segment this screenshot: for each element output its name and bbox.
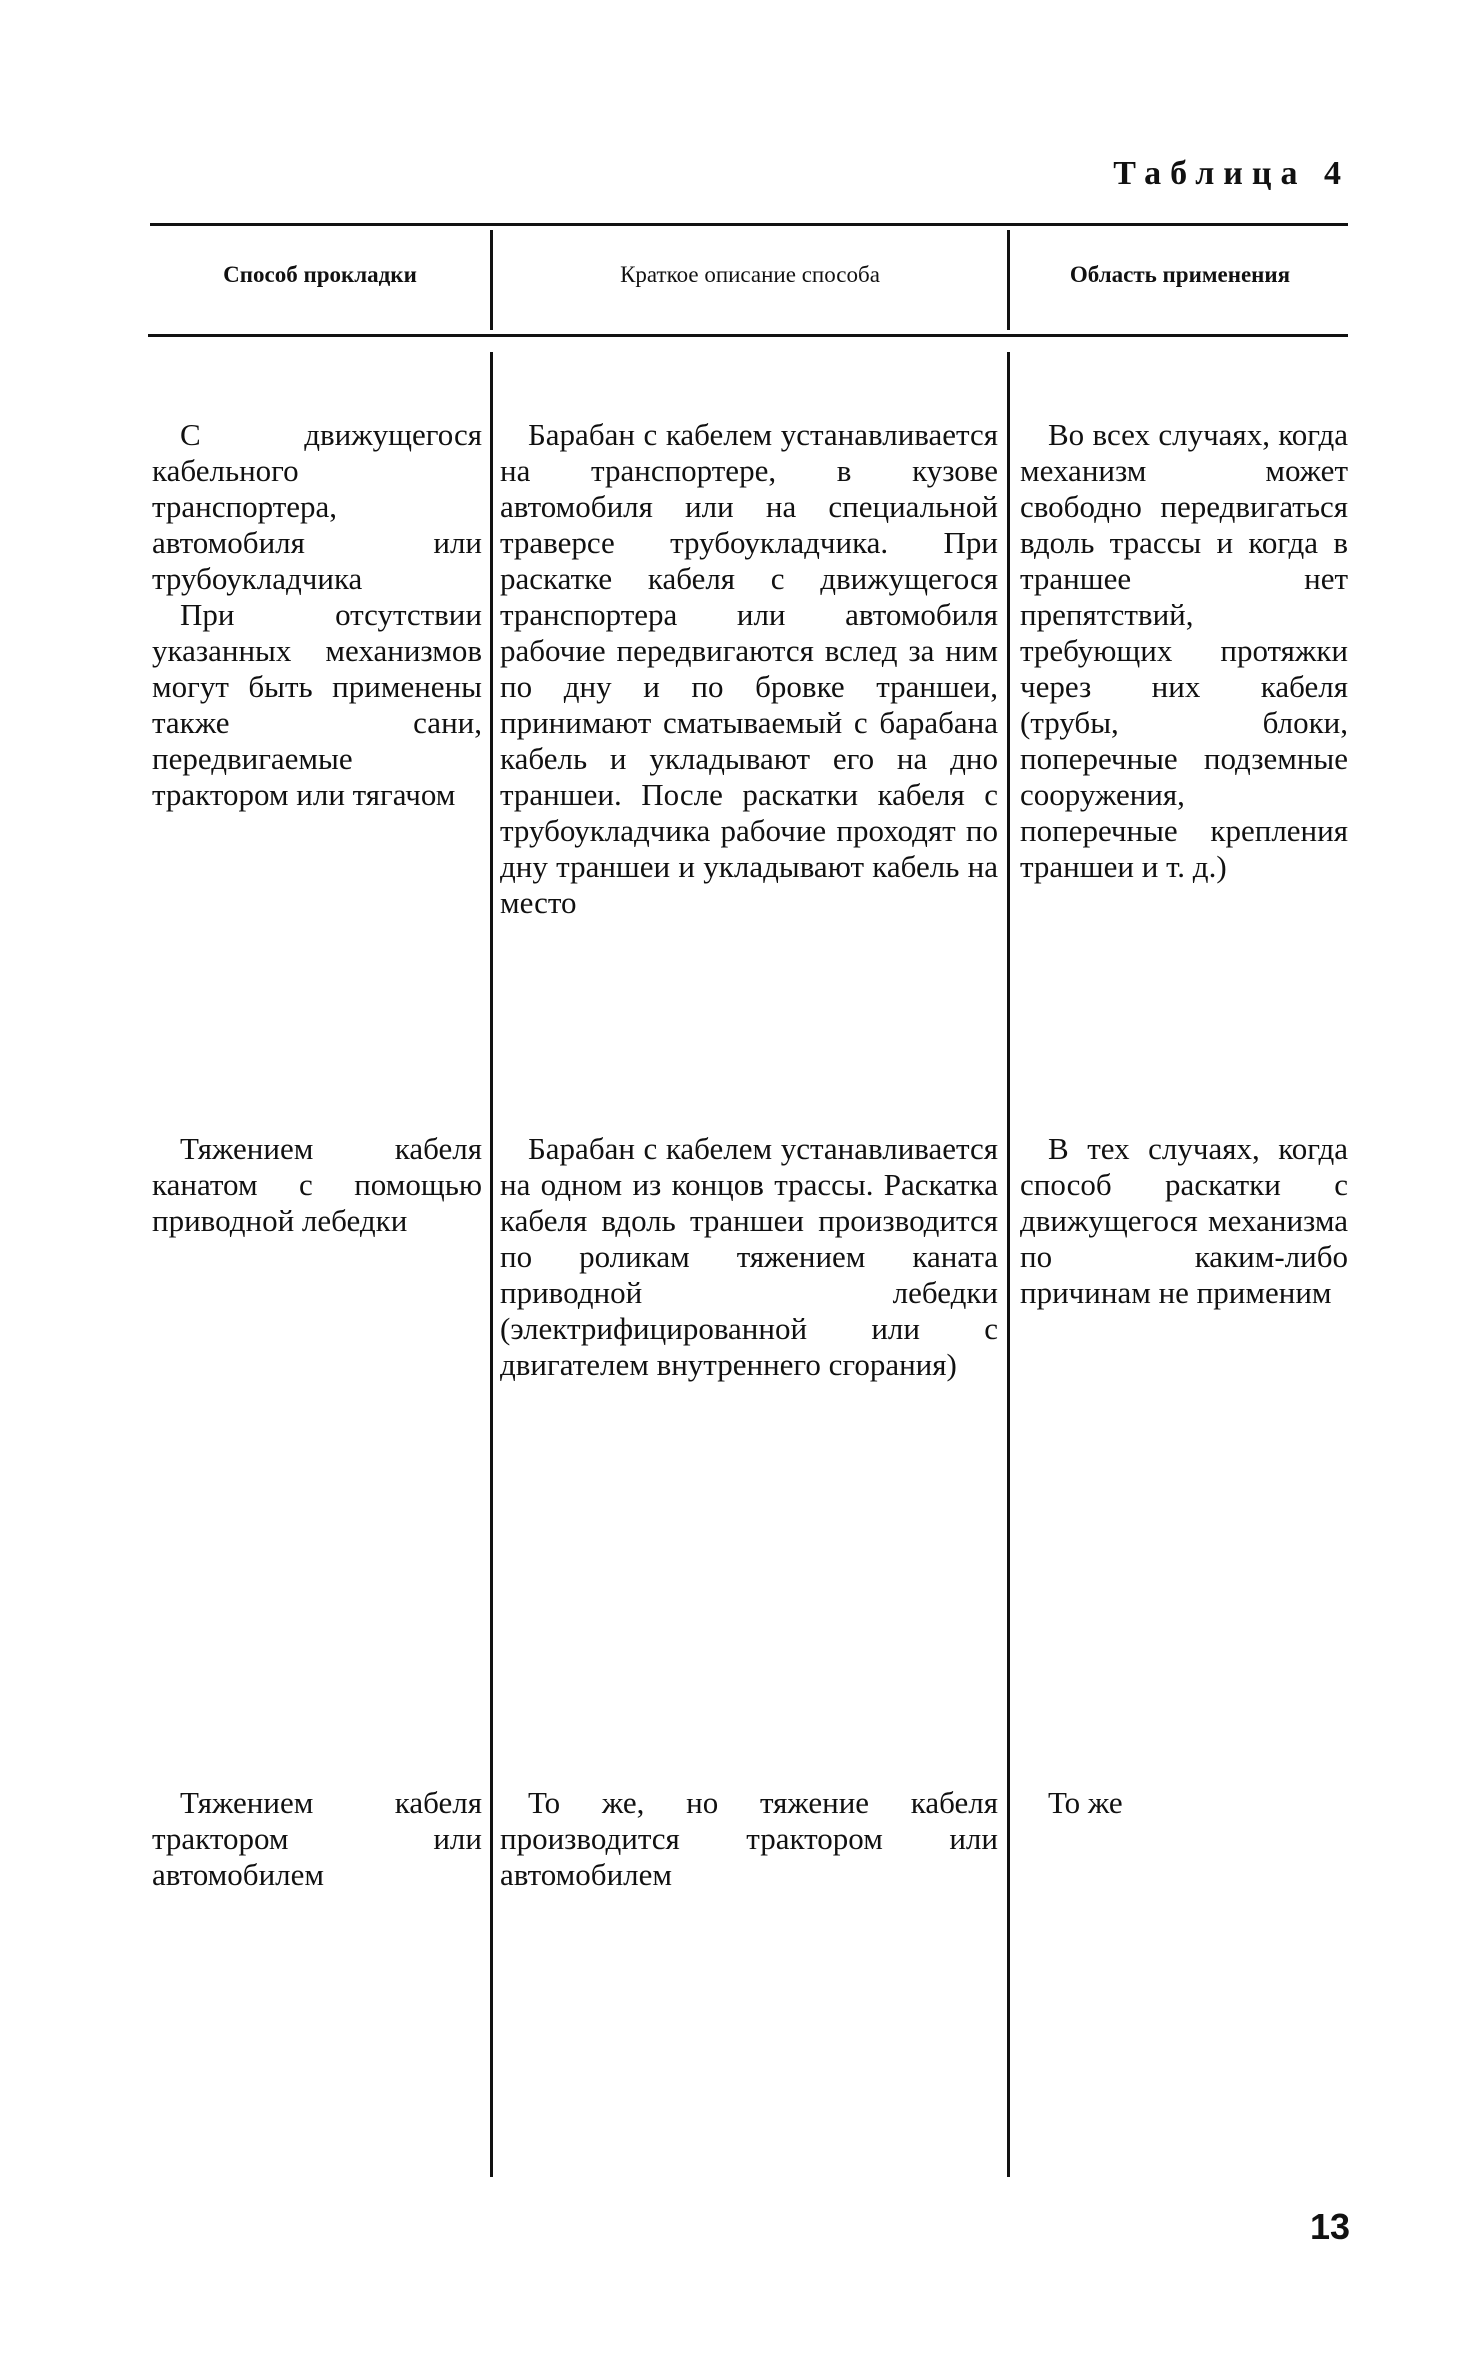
row-1-application: Во всех случаях, когда механизм может свободно передвигаться вдоль трассы и когда в траншее нет препятствий, требующих протяжки через них кабеля (трубы, блоки, поперечные подземные сооружения, поперечные крепления траншеи и т. д.)	[1020, 417, 1348, 884]
row-2-method-cell	[152, 1131, 482, 1239]
row-2-description: Барабан с кабелем устанавливается на одном из концов трассы. Раскатка кабеля вдоль траншеи производится по роликам тяжением каната приводной лебедки (электрифицированной или с двигателем внутреннего сгорания)	[500, 1131, 998, 1382]
table-top-rule	[150, 223, 1348, 226]
row-2-method: Тяжением кабеля канатом с помощью приводной лебедки	[152, 1131, 482, 1238]
row-1-application-cell	[1020, 417, 1348, 885]
row-1-description: Барабан с кабелем устанавливается на транспортере, в кузове автомобиля или на специальной траверсе трубоукладчика. При раскатке кабеля с движущегося транспортера или автомобиля рабочие передвигаются вслед за ним по дну и по бровке траншеи, принимают сматываемый с барабана кабель и укладывают его на дно траншеи. После раскатки кабеля с трубоукладчика рабочие проходят по дну траншеи и укладывают кабель на место	[500, 417, 998, 920]
header-bottom-rule	[148, 334, 1348, 337]
row-3-method: Тяжением кабеля трактором или автомобилем	[152, 1785, 482, 1892]
row-3-application: То же	[1048, 1785, 1123, 1820]
header-method: Способ прокладки	[223, 262, 417, 287]
header-application: Область применения	[1069, 262, 1291, 287]
header-description: Краткое описание способа	[620, 262, 880, 287]
row-3-description-cell	[500, 1785, 998, 1893]
column-divider-1	[490, 352, 493, 2177]
page-number: 13	[1309, 2206, 1350, 2247]
row-3-application-cell	[1020, 1785, 1348, 1821]
row-3-method-cell	[152, 1785, 482, 1893]
row-1-method-cell	[152, 417, 482, 813]
row-1-method-note: При отсутствии указанных механизмов могут быть применены также сани, передвигаемые трактором или тягачом	[152, 597, 482, 812]
row-2-application: В тех случаях, когда способ раскатки с движущегося механизма по каким-либо причинам не применим	[1020, 1131, 1348, 1310]
column-divider-2	[1007, 352, 1010, 2177]
row-3-description: То же, но тяжение кабеля производится трактором или автомобилем	[500, 1785, 998, 1892]
row-2-application-cell	[1020, 1131, 1348, 1311]
row-1-description-cell	[500, 417, 998, 921]
row-1-method: С движущегося кабельного транспортера, автомобиля или трубоукладчика	[152, 417, 482, 596]
table-caption: Таблица 4	[1113, 155, 1350, 192]
row-2-description-cell	[500, 1131, 998, 1383]
